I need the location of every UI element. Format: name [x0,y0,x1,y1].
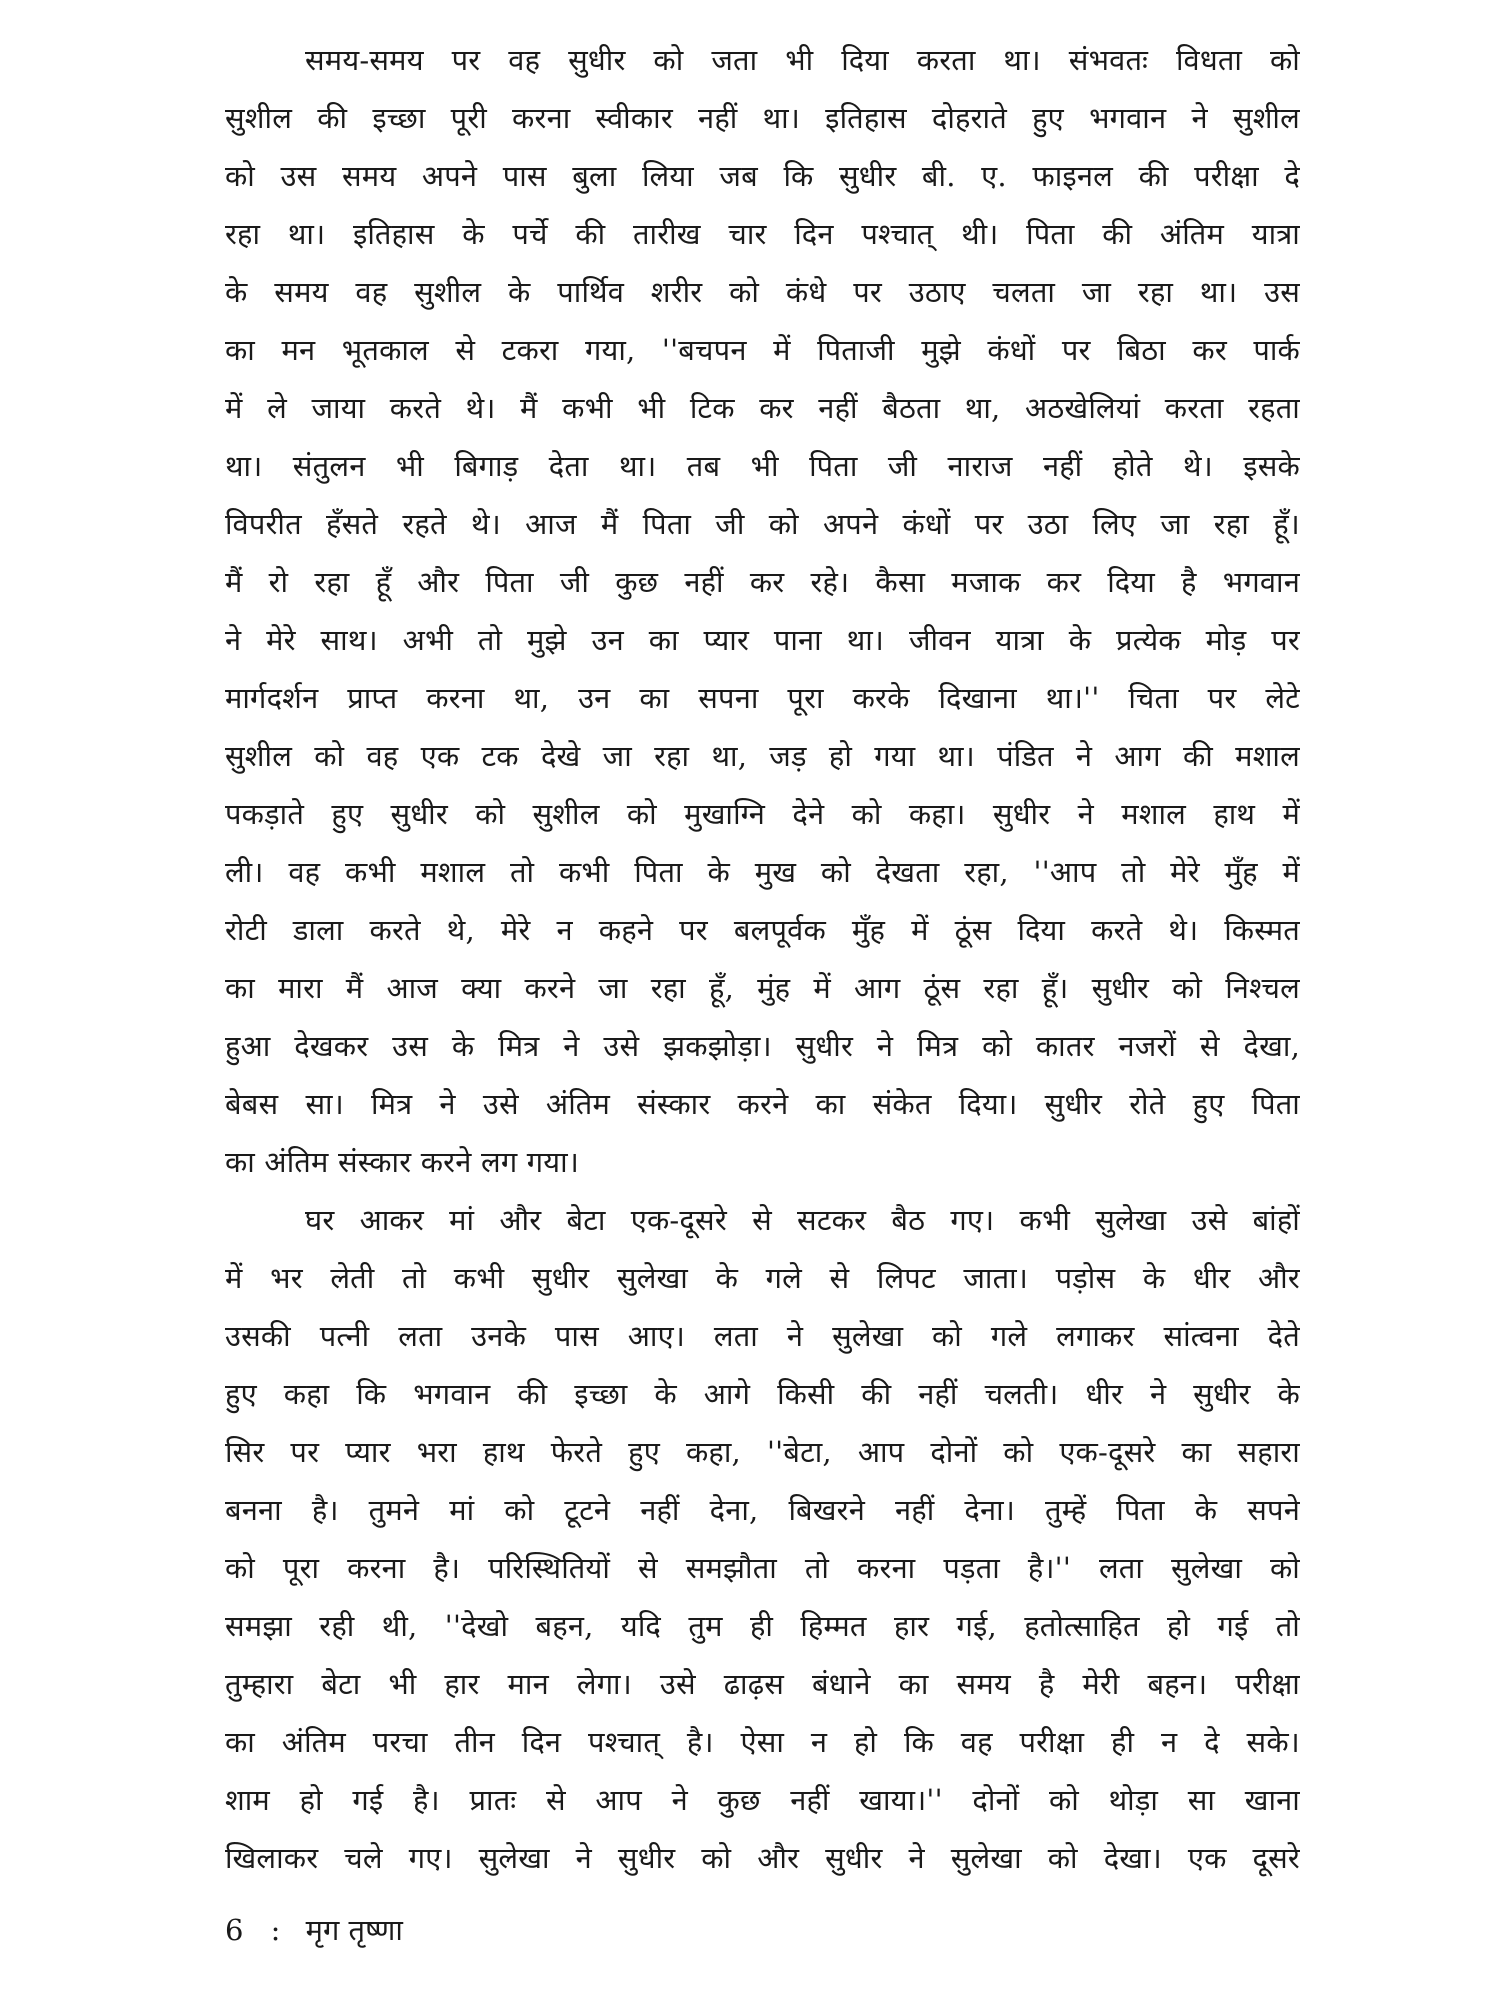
text-line: को पूरा करना है। परिस्थितियों से समझौता तो करना पड़ता है।'' लता सुलेखा को [225,1551,1300,1585]
book-title: मृग तृष्णा [305,1913,403,1947]
text-line: समझा रही थी, ''देखो बहन, यदि तुम ही हिम्मत हार गई, हतोत्साहित हो गई तो [225,1609,1300,1643]
text-line: सुशील की इच्छा पूरी करना स्वीकार नहीं था। इतिहास दोहराते हुए भगवान ने सुशील [225,101,1300,135]
text-line: मैं रो रहा हूँ और पिता जी कुछ नहीं कर रहे। कैसा मजाक कर दिया है भगवान [225,565,1300,599]
text-line: रहा था। इतिहास के पर्चे की तारीख चार दिन पश्चात् थी। पिता की अंतिम यात्रा [225,217,1300,251]
text-line: बनना है। तुमने मां को टूटने नहीं देना, बिखरने नहीं देना। तुम्हें पिता के सपने [225,1493,1300,1527]
text-line: ने मेरे साथ। अभी तो मुझे उन का प्यार पाना था। जीवन यात्रा के प्रत्येक मोड़ पर [225,623,1300,657]
text-line: के समय वह सुशील के पार्थिव शरीर को कंधे पर उठाए चलता जा रहा था। उस [225,275,1300,309]
text-line: रोटी डाला करते थे, मेरे न कहने पर बलपूर्वक मुँह में ठूंस दिया करते थे। किस्मत [225,913,1300,947]
text-line: उसकी पत्नी लता उनके पास आए। लता ने सुलेखा को गले लगाकर सांत्वना देते [225,1319,1300,1353]
text-line: सुशील को वह एक टक देखे जा रहा था, जड़ हो गया था। पंडित ने आग की मशाल [225,739,1300,773]
text-line: समय-समय पर वह सुधीर को जता भी दिया करता था। संभवतः विधता को [305,43,1300,77]
text-line: ली। वह कभी मशाल तो कभी पिता के मुख को देखता रहा, ''आप तो मेरे मुँह में [225,855,1300,889]
text-line: में ले जाया करते थे। मैं कभी भी टिक कर नहीं बैठता था, अठखेलियां करता रहता [225,391,1300,425]
text-line: का मारा मैं आज क्या करने जा रहा हूँ, मुंह में आग ठूंस रहा हूँ। सुधीर को निश्चल [225,971,1300,1005]
text-line: को उस समय अपने पास बुला लिया जब कि सुधीर बी. ए. फाइनल की परीक्षा दे [225,159,1300,193]
page-footer [225,1910,403,1950]
page-number: 6 [225,1913,244,1947]
text-line: था। संतुलन भी बिगाड़ देता था। तब भी पिता जी नाराज नहीं होते थे। इसके [225,449,1300,483]
text-line: विपरीत हँसते रहते थे। आज मैं पिता जी को अपने कंधों पर उठा लिए जा रहा हूँ। [225,507,1300,541]
text-line: शाम हो गई है। प्रातः से आप ने कुछ नहीं खाया।'' दोनों को थोड़ा सा खाना [225,1783,1300,1817]
text-line: मार्गदर्शन प्राप्त करना था, उन का सपना पूरा करके दिखाना था।'' चिता पर लेटे [225,681,1300,715]
text-line: हुआ देखकर उस के मित्र ने उसे झकझोड़ा। सुधीर ने मित्र को कातर नजरों से देखा, [225,1029,1300,1063]
text-line: पकड़ाते हुए सुधीर को सुशील को मुखाग्नि देने को कहा। सुधीर ने मशाल हाथ में [225,797,1300,831]
text-line: का अंतिम संस्कार करने लग गया। [225,1145,580,1179]
text-line: का अंतिम परचा तीन दिन पश्चात् है। ऐसा न हो कि वह परीक्षा ही न दे सके। [225,1725,1300,1759]
footer-separator: : [270,1913,281,1947]
text-line: तुम्हारा बेटा भी हार मान लेगा। उसे ढाढ़स बंधाने का समय है मेरी बहन। परीक्षा [225,1667,1300,1701]
text-line: सिर पर प्यार भरा हाथ फेरते हुए कहा, ''बेटा, आप दोनों को एक-दूसरे का सहारा [225,1435,1300,1469]
text-line: में भर लेती तो कभी सुधीर सुलेखा के गले से लिपट जाता। पड़ोस के धीर और [225,1261,1300,1295]
text-line: घर आकर मां और बेटा एक-दूसरे से सटकर बैठ गए। कभी सुलेखा उसे बांहों [305,1203,1300,1237]
text-line: खिलाकर चले गए। सुलेखा ने सुधीर को और सुधीर ने सुलेखा को देखा। एक दूसरे [225,1841,1300,1875]
text-line: हुए कहा कि भगवान की इच्छा के आगे किसी की नहीं चलती। धीर ने सुधीर के [225,1377,1300,1411]
text-line: बेबस सा। मित्र ने उसे अंतिम संस्कार करने का संकेत दिया। सुधीर रोते हुए पिता [225,1087,1300,1121]
text-line: का मन भूतकाल से टकरा गया, ''बचपन में पिताजी मुझे कंधों पर बिठा कर पार्क [225,333,1300,367]
